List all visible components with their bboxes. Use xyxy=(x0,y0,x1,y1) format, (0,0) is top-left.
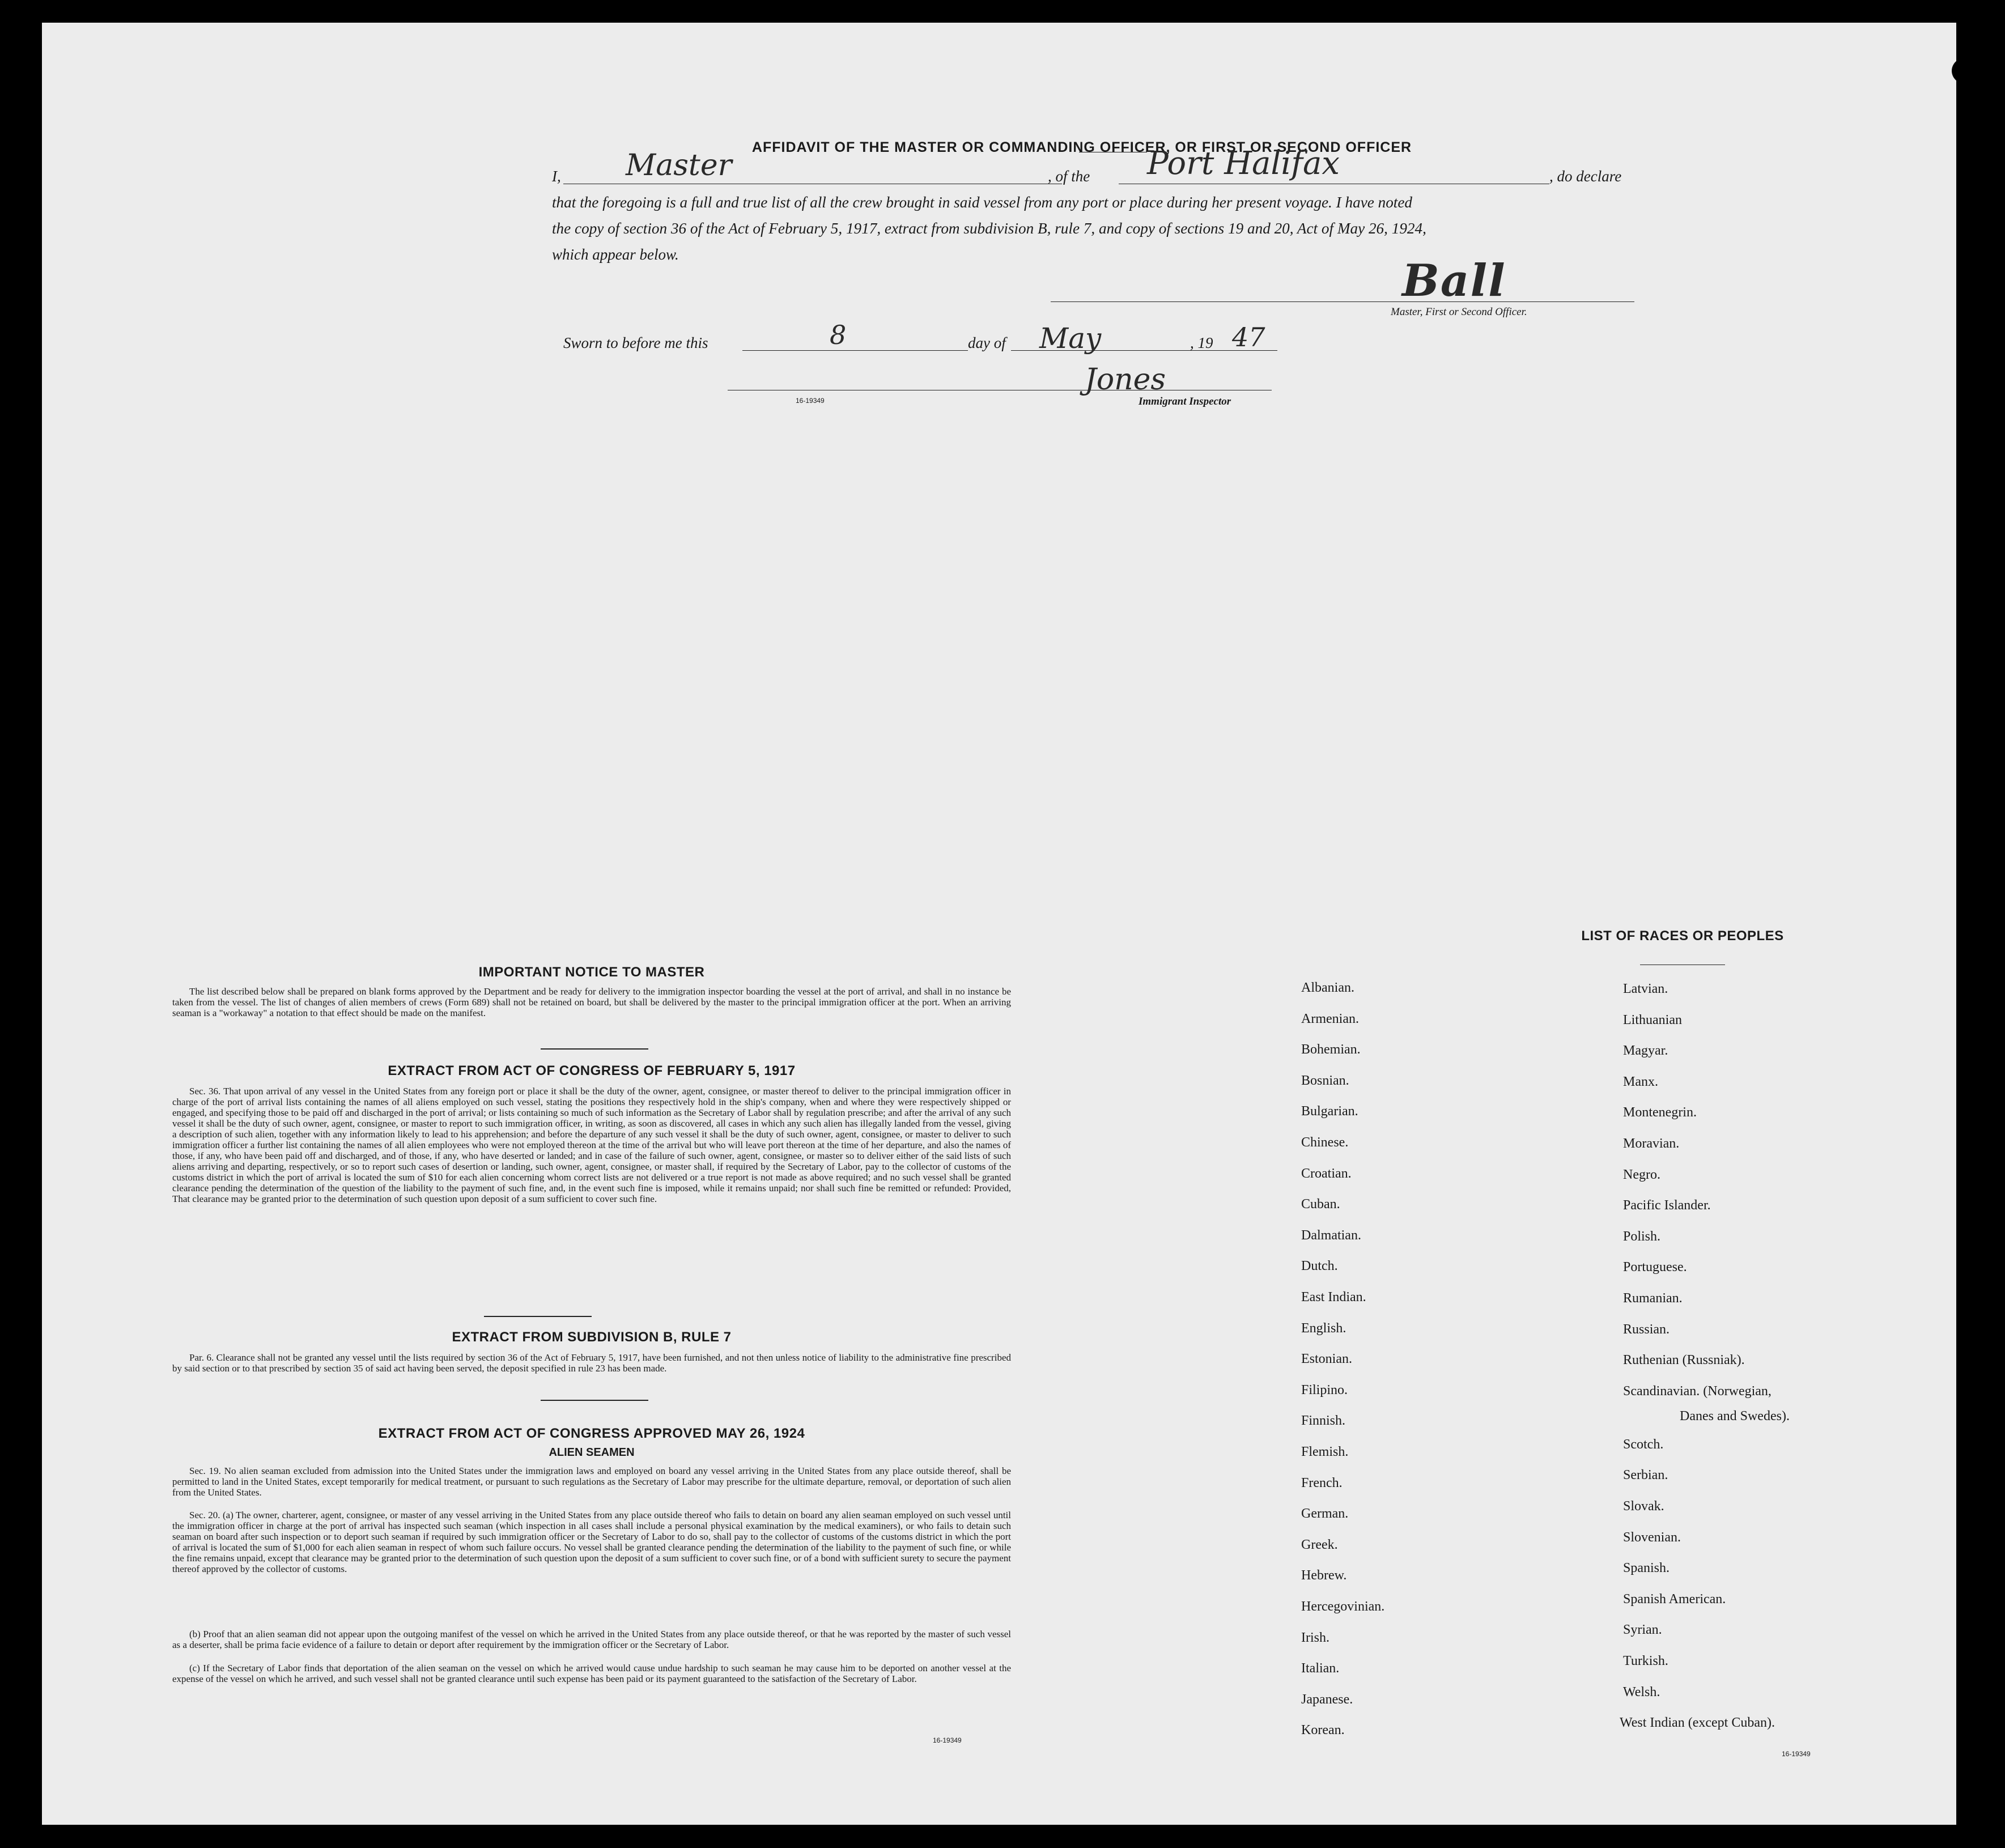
punch-hole xyxy=(1957,1590,1982,1615)
divider xyxy=(541,1400,648,1401)
affidavit-body-line-1: that the foregoing is a full and true list of all the crew brought in said vessel from any port or place during her present voyage. I have noted xyxy=(552,194,1413,211)
act1924-subtitle: ALIEN SEAMEN xyxy=(549,1446,635,1459)
race-item: Moravian. xyxy=(1623,1136,1680,1151)
sec19-text: Sec. 19. No alien seaman excluded from admission into the United States under the immigration laws and employed on board any vessel arriving in the United States from any place outside thereof, shall be permitted to land in the United States, except temporarily for medical treatment, or pursuant to such regulations as the Secretary of Labor may prescribe for the ultimate departure, removal, or deportation of such alien from the United States. xyxy=(172,1465,1011,1498)
race-item: Dalmatian. xyxy=(1301,1227,1361,1243)
race-item: Bulgarian. xyxy=(1301,1104,1358,1119)
act1917-title: EXTRACT FROM ACT OF CONGRESS OF FEBRUARY 5, 1917 xyxy=(388,1063,796,1078)
of-the-label: , of the xyxy=(1048,168,1090,185)
affidavit-title: AFFIDAVIT OF THE MASTER OR COMMANDING OFFICER, OR FIRST OR SECOND OFFICER xyxy=(751,139,1412,155)
punch-hole xyxy=(1957,1510,1982,1535)
inspector-signature: Jones xyxy=(1085,363,1166,397)
race-item: Ruthenian (Russniak). xyxy=(1623,1353,1745,1368)
race-item: Lithuanian xyxy=(1623,1012,1682,1027)
race-item: German. xyxy=(1301,1506,1349,1522)
race-item: Bohemian. xyxy=(1301,1042,1361,1057)
punch-hole xyxy=(1957,398,1980,420)
race-item: Spanish American. xyxy=(1623,1591,1726,1607)
form-number-races: 16-19349 xyxy=(1782,1750,1811,1758)
race-item: Spanish. xyxy=(1623,1561,1670,1576)
race-item: Albanian. xyxy=(1301,980,1354,995)
race-item: English. xyxy=(1301,1320,1346,1336)
sworn-day-underline xyxy=(742,350,968,351)
affidavit-body-line-2: the copy of section 36 of the Act of February 5, 1917, extract from subdivision B, rule 7, and copy of sections 19 and 20, Act of May 26, 1924, xyxy=(552,220,1426,237)
signature-caption: Master, First or Second Officer. xyxy=(1391,306,1527,318)
year-prefix: , 19 xyxy=(1190,334,1213,351)
race-item: Manx. xyxy=(1623,1074,1658,1089)
punch-hole xyxy=(1952,58,1979,84)
race-item: Slovak. xyxy=(1623,1499,1664,1514)
race-item: Armenian. xyxy=(1301,1011,1359,1026)
form-number-notice: 16-19349 xyxy=(933,1736,962,1744)
race-item: Serbian. xyxy=(1623,1468,1668,1483)
race-item: Montenegrin. xyxy=(1623,1105,1697,1120)
race-item: Turkish. xyxy=(1623,1654,1668,1668)
year-handwriting: 47 xyxy=(1232,322,1265,352)
divider xyxy=(484,1316,592,1317)
race-item: Greek. xyxy=(1301,1537,1338,1552)
rule7-title: EXTRACT FROM SUBDIVISION B, RULE 7 xyxy=(452,1329,732,1345)
race-item: Cuban. xyxy=(1301,1197,1340,1212)
act1917-text: Sec. 36. That upon arrival of any vessel in the United States from any foreign port or place it shall be the duty of the owner, agent, consignee, or master thereof to deliver to the principal immigration officer in charge of the port of arrival lists containing the names of all aliens employed on such vessel, stating the positions they respectively hold in the ship's company, when and where they were respectively shipped or engaged, and specifying those to be paid off and discharged in the port of arrival; or lists containing so much of such information as the Secretary of Labor shall by regulation prescribe; and after the arrival of any such vessel it shall be the duty of such owner, agent, consignee, or master to report to such immigration officer, in writing, as soon as discovered, all cases in which any such alien has illegally landed from the vessel, giving a description of such alien, together with any information likely to lead to his apprehension; and before the departure of any such vessel it shall be the duty of such owner, agent, consignee, or master to deliver to such immigration officer a further list containing the names of all alien employees who were not employed thereon at the time of the arrival but who will leave port thereon at the time of her departure, and also the names of those, if any, who have been paid off and discharged, and of those, if any, who have deserted or landed; and in case of the failure of such owner, agent, consignee, or master so to deliver either of the said lists of such aliens arriving and departing, respectively, or so to report such cases of desertion or landing, such owner, agent, consignee, or master shall, if required by the Secretary of Labor, pay to the collector of customs of the customs district in which the port of arrival is located the sum of $10 for each alien concerning whom correct lists are not delivered or a true report is not made as above required; and no such vessel shall be granted clearance pending the determination of the question of the liability to the payment of such fine, and, in the event such fine is imposed, while it remains unpaid; nor shall such fine be remitted or refunded: Provided, That clearance may be granted prior to the determination of such question upon deposit of a sum sufficient to cover such fine. xyxy=(172,1086,1011,1204)
race-item: West Indian (except Cuban). xyxy=(1620,1715,1775,1731)
punch-hole xyxy=(1957,1229,1982,1254)
sworn-month-handwriting: May xyxy=(1039,322,1102,355)
sec20b-text: (b) Proof that an alien seaman did not appear upon the outgoing manifest of the vessel on which he arrived in the United States from any place outside thereof, or that he was reported by the master of such vessel as a deserter, shall be prima facie evidence of a failure to detain or deport after requirement by the immigration officer or the Secretary of Labor. xyxy=(172,1629,1011,1650)
rule7-text: Par. 6. Clearance shall not be granted any vessel until the lists required by section 36 of the Act of February 5, 1917, have been furnished, and not then unless notice of liability to the administrative fine prescribed by said section or to that prescribed by section 35 of said act having been served, the deposit specified in rule 23 has been made. xyxy=(172,1352,1011,1374)
race-item: Negro. xyxy=(1623,1167,1660,1182)
sec20c-text: (c) If the Secretary of Labor finds that deportation of the alien seaman on the vessel on which he arrived would cause undue hardship to such seaman he may cause him to be deported on another vessel at the expense of the vessel on which he arrived, and such vessel shall not be granted clearance until such expense has been paid or its payment guaranteed to the satisfaction of the Secretary of Labor. xyxy=(172,1663,1011,1684)
race-item: East Indian. xyxy=(1301,1290,1366,1305)
notice-title: IMPORTANT NOTICE TO MASTER xyxy=(478,965,705,980)
race-item: Hebrew. xyxy=(1301,1568,1347,1583)
punch-hole xyxy=(1957,545,1982,570)
race-item: Russian. xyxy=(1623,1322,1670,1337)
race-item: Syrian. xyxy=(1623,1622,1662,1638)
race-item: Rumanian. xyxy=(1623,1291,1683,1306)
race-item: Polish. xyxy=(1623,1229,1661,1244)
punch-hole xyxy=(1962,103,1982,125)
race-item: Pacific Islander. xyxy=(1623,1198,1711,1213)
race-item: Chinese. xyxy=(1301,1135,1349,1150)
inspector-caption: Immigrant Inspector xyxy=(1139,396,1231,407)
race-item: Welsh. xyxy=(1623,1684,1660,1700)
race-item: Japanese. xyxy=(1301,1692,1353,1707)
sworn-day-handwriting: 8 xyxy=(830,320,847,350)
divider xyxy=(541,1048,648,1050)
master-handwriting: Master xyxy=(626,148,732,182)
punch-hole xyxy=(1957,1148,1982,1173)
race-item: Croatian. xyxy=(1301,1166,1352,1181)
i-label: I, xyxy=(552,168,561,185)
affidavit-body-line-3: which appear below. xyxy=(552,246,679,263)
race-item: Finnish. xyxy=(1301,1413,1346,1429)
race-item-continuation: Danes and Swedes). xyxy=(1680,1409,1790,1424)
notice-text: The list described below shall be prepared on blank forms approved by the Department and be ready for delivery to the immigration inspector boarding the vessel at the port of arrival, and shall in no instance be taken from the vessel. The list of changes of alien members of crews (Form 689) shall not be retained on board, but shall be delivered by the master to the principal immigration officer at the port. When an arriving seaman is a "workaway" a notation to that effect should be made on the manifest. xyxy=(172,986,1011,1018)
punch-hole xyxy=(1957,264,1982,289)
punch-hole xyxy=(1957,626,1982,651)
race-item: Latvian. xyxy=(1623,982,1668,996)
document-page xyxy=(42,23,1956,1825)
sec20a-text: Sec. 20. (a) The owner, charterer, agent, consignee, or master of any vessel arriving in the United States from any place outside thereof who fails to detain on board any alien seaman employed on such vessel until the immigration officer in charge at the port of arrival has inspected such seaman (which inspection in all cases shall include a personal physical examination by the medical examiners), or who fails to detain such seaman on board after such inspection or to deport such seaman if required by such immigration officer or the Secretary of Labor to do so, shall pay to the collector of customs of the customs district in which the port of arrival is located the sum of $1,000 for each alien seaman in respect of whom such failure occurs. No vessel shall be granted clearance pending the determination of the liability to the payment of such fine, or while the fine remains unpaid, except that clearance may be granted prior to the determination of such question upon the deposit of a sum sufficient to cover such fine, or of a bond with sufficient surety to secure the payment thereof approved by the collector of customs. xyxy=(172,1510,1011,1574)
year-underline xyxy=(1226,350,1277,351)
master-signature: Ball xyxy=(1402,255,1506,307)
race-item: Italian. xyxy=(1301,1661,1340,1676)
race-item: Slovenian. xyxy=(1623,1530,1681,1545)
race-item: Portuguese. xyxy=(1623,1260,1687,1275)
race-item: Irish. xyxy=(1301,1630,1329,1645)
signature-underline xyxy=(1051,301,1634,302)
race-item: Bosnian. xyxy=(1301,1073,1349,1088)
race-item: Hercegovinian. xyxy=(1301,1599,1385,1614)
day-of-label: day of xyxy=(968,334,1006,351)
race-item: Magyar. xyxy=(1623,1043,1668,1059)
sworn-label: Sworn to before me this xyxy=(563,334,708,351)
punch-hole xyxy=(1957,184,1982,209)
race-item: Estonian. xyxy=(1301,1352,1352,1367)
race-item: Dutch. xyxy=(1301,1259,1338,1274)
form-number-top: 16-19349 xyxy=(796,397,825,405)
do-declare-label: , do declare xyxy=(1549,168,1622,185)
race-item: Flemish. xyxy=(1301,1445,1349,1459)
vessel-handwriting: Port Halifax xyxy=(1147,145,1340,182)
race-item: French. xyxy=(1301,1475,1343,1490)
race-item: Scandinavian. (Norwegian, xyxy=(1623,1383,1772,1399)
races-title: LIST OF RACES OR PEOPLES xyxy=(1581,928,1784,944)
act1924-title: EXTRACT FROM ACT OF CONGRESS APPROVED MAY 26, 1924 xyxy=(378,1426,805,1441)
race-item: Filipino. xyxy=(1301,1382,1348,1397)
race-item: Scotch. xyxy=(1623,1437,1664,1452)
race-item: Korean. xyxy=(1301,1723,1345,1738)
